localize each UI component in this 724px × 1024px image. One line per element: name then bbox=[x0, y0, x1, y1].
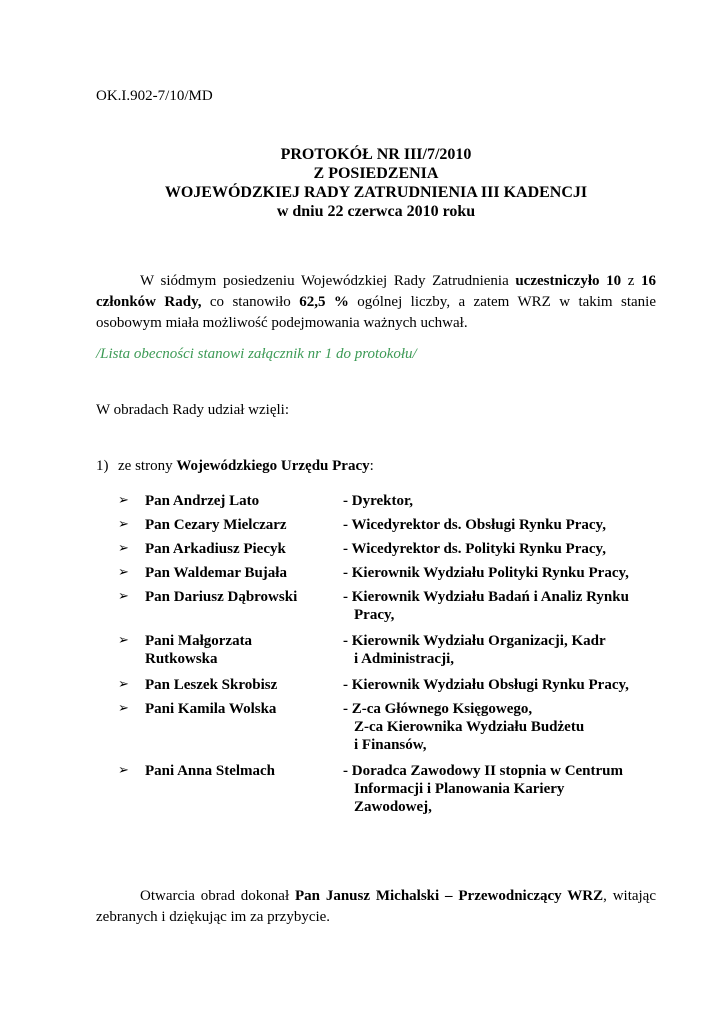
member-name-line: Pan Cezary Mielczarz bbox=[145, 517, 287, 533]
member-name bbox=[145, 632, 343, 668]
intro-text: W siódmym posiedzeniu Wojewódzkiej Rady Zatrudnienia bbox=[140, 273, 516, 289]
intro-text: z bbox=[621, 273, 641, 289]
member-role-line: - Wicedyrektor ds. Polityki Rynku Pracy, bbox=[343, 541, 606, 557]
member-role bbox=[343, 492, 678, 510]
section-tail: : bbox=[369, 458, 374, 474]
closing-paragraph bbox=[96, 886, 656, 928]
arrow-bullet-icon: ➢ bbox=[118, 763, 129, 778]
arrow-bullet-icon: ➢ bbox=[118, 493, 129, 508]
member-list bbox=[118, 492, 678, 816]
member-role-line: - Kierownik Wydziału Organizacji, Kadr bbox=[343, 633, 606, 649]
member-role-line: Pracy, bbox=[354, 607, 395, 623]
member-role-line: - Doradca Zawodowy II stopnia w Centrum bbox=[343, 763, 624, 779]
member-row bbox=[118, 492, 678, 510]
title-line: Z POSIEDZENIA bbox=[313, 165, 439, 182]
member-row bbox=[118, 516, 678, 534]
member-name bbox=[145, 676, 343, 694]
member-role-line: Z-ca Kierownika Wydziału Budżetu bbox=[354, 719, 585, 735]
member-role bbox=[343, 762, 678, 816]
member-name-line: Rutkowska bbox=[145, 651, 218, 667]
intro-bold: uczestniczyło 10 bbox=[515, 273, 622, 289]
section-text: ze strony bbox=[118, 458, 177, 474]
member-role-line: - Kierownik Wydziału Obsługi Rynku Pracy, bbox=[343, 677, 629, 693]
member-role bbox=[343, 588, 678, 624]
member-role bbox=[343, 564, 678, 582]
arrow-bullet-icon: ➢ bbox=[118, 677, 129, 692]
member-role-line: - Z-ca Głównego Księgowego, bbox=[343, 701, 533, 717]
arrow-bullet-icon: ➢ bbox=[118, 633, 129, 648]
arrow-bullet-icon: ➢ bbox=[118, 541, 129, 556]
arrow-bullet-icon: ➢ bbox=[118, 701, 129, 716]
member-role-line: i Administracji, bbox=[354, 651, 454, 667]
member-name bbox=[145, 516, 343, 534]
member-name bbox=[145, 700, 343, 754]
member-role-line: - Kierownik Wydziału Badań i Analiz Rynku bbox=[343, 589, 629, 605]
member-role bbox=[343, 632, 678, 668]
document-title bbox=[96, 145, 656, 221]
section-heading bbox=[96, 458, 374, 475]
member-name-line: Pani Anna Stelmach bbox=[145, 763, 276, 779]
intro-bold: 16 członków Rady, bbox=[96, 273, 656, 310]
closing-text: , witając zebranych i dziękując im za przybycie. bbox=[96, 888, 656, 925]
member-name bbox=[145, 588, 343, 624]
member-name-line: Pan Arkadiusz Piecyk bbox=[145, 541, 286, 557]
member-name-line: Pani Małgorzata bbox=[145, 633, 253, 649]
title-line: PROTOKÓŁ NR III/7/2010 bbox=[280, 146, 472, 163]
member-role-line: - Kierownik Wydziału Polityki Rynku Pracy, bbox=[343, 565, 629, 581]
member-role bbox=[343, 516, 678, 534]
member-name bbox=[145, 762, 343, 816]
member-role-line: Zawodowej, bbox=[354, 799, 432, 815]
member-name-line: Pan Leszek Skrobisz bbox=[145, 677, 278, 693]
reference-number: OK.I.902-7/10/MD bbox=[96, 88, 213, 104]
intro-bold: 62,5 % bbox=[299, 294, 349, 310]
member-name bbox=[145, 540, 343, 558]
attendance-note: /Lista obecności stanowi załącznik nr 1 do protokołu/ bbox=[96, 346, 417, 362]
title-line: WOJEWÓDZKIEJ RADY ZATRUDNIENIA III KADENCJI bbox=[164, 184, 588, 201]
section-bold: Wojewódzkiego Urzędu Pracy bbox=[176, 458, 370, 474]
member-name-line: Pan Waldemar Bujała bbox=[145, 565, 287, 581]
member-row bbox=[118, 540, 678, 558]
member-name-line: Pani Kamila Wolska bbox=[145, 701, 277, 717]
member-name bbox=[145, 564, 343, 582]
participants-intro: W obradach Rady udział wzięli: bbox=[96, 402, 289, 418]
intro-text: co stanowiło bbox=[201, 294, 300, 310]
member-name bbox=[145, 492, 343, 510]
arrow-bullet-icon: ➢ bbox=[118, 589, 129, 604]
intro-text: ogólnej liczby, a zatem WRZ w takim stanie osobowym miała możliwość podejmowania ważnych uchwał. bbox=[96, 294, 656, 331]
member-role-line: Informacji i Planowania Kariery bbox=[354, 781, 565, 797]
intro-paragraph bbox=[96, 271, 656, 334]
member-role bbox=[343, 676, 678, 694]
section-number: 1) bbox=[96, 458, 109, 474]
member-role-line: - Wicedyrektor ds. Obsługi Rynku Pracy, bbox=[343, 517, 606, 533]
member-row bbox=[118, 564, 678, 582]
member-row bbox=[118, 588, 678, 624]
closing-bold: Pan Janusz Michalski – Przewodniczący WRZ bbox=[294, 888, 604, 904]
member-role bbox=[343, 540, 678, 558]
member-role-line: i Finansów, bbox=[354, 737, 427, 753]
member-role-line: - Dyrektor, bbox=[343, 493, 413, 509]
closing-text: Otwarcia obrad dokonał bbox=[140, 888, 295, 904]
arrow-bullet-icon: ➢ bbox=[118, 565, 129, 580]
member-name-line: Pan Dariusz Dąbrowski bbox=[145, 589, 298, 605]
member-row bbox=[118, 762, 678, 816]
title-line: w dniu 22 czerwca 2010 roku bbox=[276, 203, 476, 220]
member-row bbox=[118, 632, 678, 668]
member-row bbox=[118, 676, 678, 694]
member-name-line: Pan Andrzej Lato bbox=[145, 493, 260, 509]
member-row bbox=[118, 700, 678, 754]
arrow-bullet-icon: ➢ bbox=[118, 517, 129, 532]
member-role bbox=[343, 700, 678, 754]
